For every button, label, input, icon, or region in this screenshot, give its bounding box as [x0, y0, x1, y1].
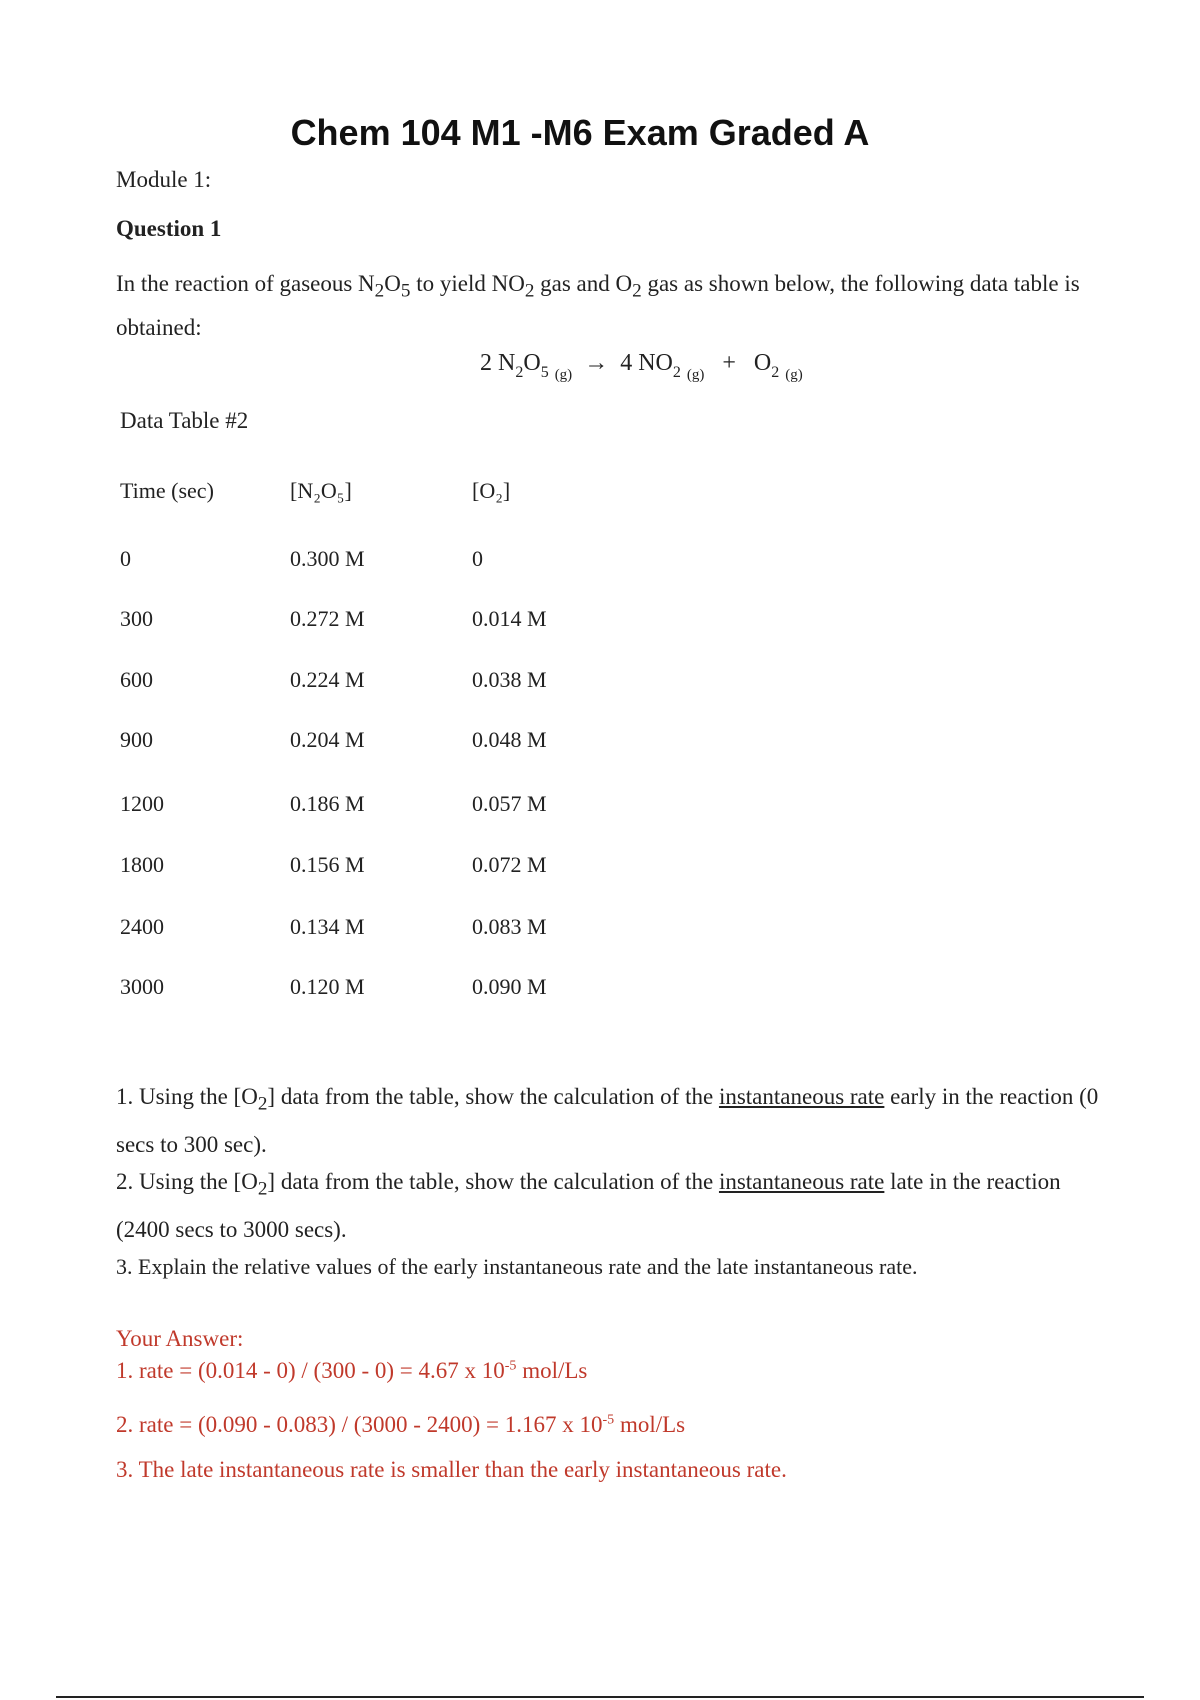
- table-cell: 0.083 M: [472, 914, 547, 939]
- document-title: Chem 104 M1 -M6 Exam Graded A: [290, 112, 870, 153]
- table-header-o2: [O₂]: [472, 478, 511, 503]
- eq-plus: +: [722, 350, 736, 376]
- question-2: [116, 1162, 1116, 1250]
- intro-text: gas as shown below, the following data table is obtained:: [116, 271, 1080, 340]
- table-cell: 900: [120, 727, 153, 752]
- table-cell: 0.120 M: [290, 974, 365, 999]
- eq-term: 4 NO: [620, 350, 673, 376]
- table-header-time: Time (sec): [120, 478, 214, 503]
- question-text: early in the reaction (0 secs to 300 sec).: [116, 1084, 1099, 1157]
- question-text: ] data from the table, show the calculation of the: [267, 1084, 719, 1109]
- question-text: 2. Using the [O: [116, 1169, 258, 1194]
- eq-term: 2 N: [480, 350, 516, 376]
- table-cell: 0.090 M: [472, 974, 547, 999]
- question-1: [116, 1077, 1116, 1165]
- answer-exponent: -5: [602, 1412, 615, 1428]
- table-cell: 300: [120, 606, 153, 631]
- table-cell: 0.038 M: [472, 667, 547, 692]
- answer-1: [116, 1358, 587, 1384]
- answer-text: 1. rate = (0.014 - 0) / (300 - 0) = 4.67 x 10: [116, 1358, 505, 1383]
- table-cell: 0.300 M: [290, 546, 365, 571]
- question-subscript: 2: [257, 1178, 268, 1200]
- intro-text: O: [384, 271, 401, 296]
- table-cell: 1800: [120, 852, 164, 877]
- question-heading: Question 1: [116, 216, 222, 241]
- table-cell: 0.134 M: [290, 914, 365, 939]
- eq-state: (g): [686, 367, 705, 383]
- eq-subscript: 2: [771, 364, 780, 381]
- intro-text: to yield NO: [410, 271, 525, 296]
- table-cell: 1200: [120, 791, 164, 816]
- table-cell: 2400: [120, 914, 164, 939]
- table-cell: 0.156 M: [290, 852, 365, 877]
- intro-subscript: 2: [374, 280, 385, 302]
- bottom-divider: [56, 1696, 1144, 1698]
- question-text: 1. Using the [O: [116, 1084, 258, 1109]
- table-cell: 0.204 M: [290, 727, 365, 752]
- table-cell: 0.224 M: [290, 667, 365, 692]
- question-subscript: 2: [257, 1093, 268, 1115]
- underlined-term: instantaneous rate: [718, 1169, 885, 1194]
- answer-unit: mol/Ls: [516, 1358, 588, 1383]
- answer-2: [116, 1412, 685, 1438]
- table-cell: 0: [472, 546, 483, 571]
- underlined-term: instantaneous rate: [718, 1084, 885, 1109]
- table-cell: 0.186 M: [290, 791, 365, 816]
- module-label: Module 1:: [116, 167, 212, 192]
- eq-subscript: 2: [672, 364, 681, 381]
- answer-unit: mol/Ls: [614, 1412, 686, 1437]
- table-caption: Data Table #2: [120, 408, 249, 433]
- table-header-n2o5: [N₂O₅]: [290, 478, 352, 503]
- intro-text: gas and O: [534, 271, 633, 296]
- answer-3: 3. The late instantaneous rate is smaller than the early instantaneous rate.: [116, 1457, 787, 1482]
- question-intro: [116, 266, 1106, 346]
- eq-term: O: [523, 350, 541, 376]
- eq-subscript: 2: [515, 364, 524, 381]
- eq-term: O: [753, 350, 772, 376]
- question-text: late in the reaction (2400 secs to 3000 secs).: [116, 1169, 1061, 1242]
- table-cell: 0.272 M: [290, 606, 365, 631]
- reaction-arrow: →: [584, 350, 609, 376]
- question-text: ] data from the table, show the calculation of the: [267, 1169, 719, 1194]
- answer-exponent: -5: [504, 1358, 517, 1374]
- table-cell: 600: [120, 667, 153, 692]
- intro-subscript: 2: [632, 280, 642, 302]
- question-3: 3. Explain the relative values of the early instantaneous rate and the late instantaneous rate.: [116, 1254, 918, 1279]
- table-cell: 0: [120, 546, 131, 571]
- chemical-equation: [480, 350, 803, 383]
- eq-subscript: 5: [540, 364, 549, 381]
- table-cell: 3000: [120, 974, 164, 999]
- intro-subscript: 2: [524, 280, 535, 302]
- table-cell: 0.014 M: [472, 606, 547, 631]
- table-cell: 0.048 M: [472, 727, 547, 752]
- table-cell: 0.072 M: [472, 852, 547, 877]
- eq-state: (g): [554, 367, 573, 383]
- answer-label: Your Answer:: [116, 1326, 244, 1351]
- answer-text: 2. rate = (0.090 - 0.083) / (3000 - 2400) = 1.167 x 10: [116, 1412, 603, 1437]
- table-cell: 0.057 M: [472, 791, 547, 816]
- intro-text: In the reaction of gaseous N: [116, 271, 375, 296]
- intro-subscript: 5: [400, 280, 411, 302]
- eq-state: (g): [785, 367, 803, 383]
